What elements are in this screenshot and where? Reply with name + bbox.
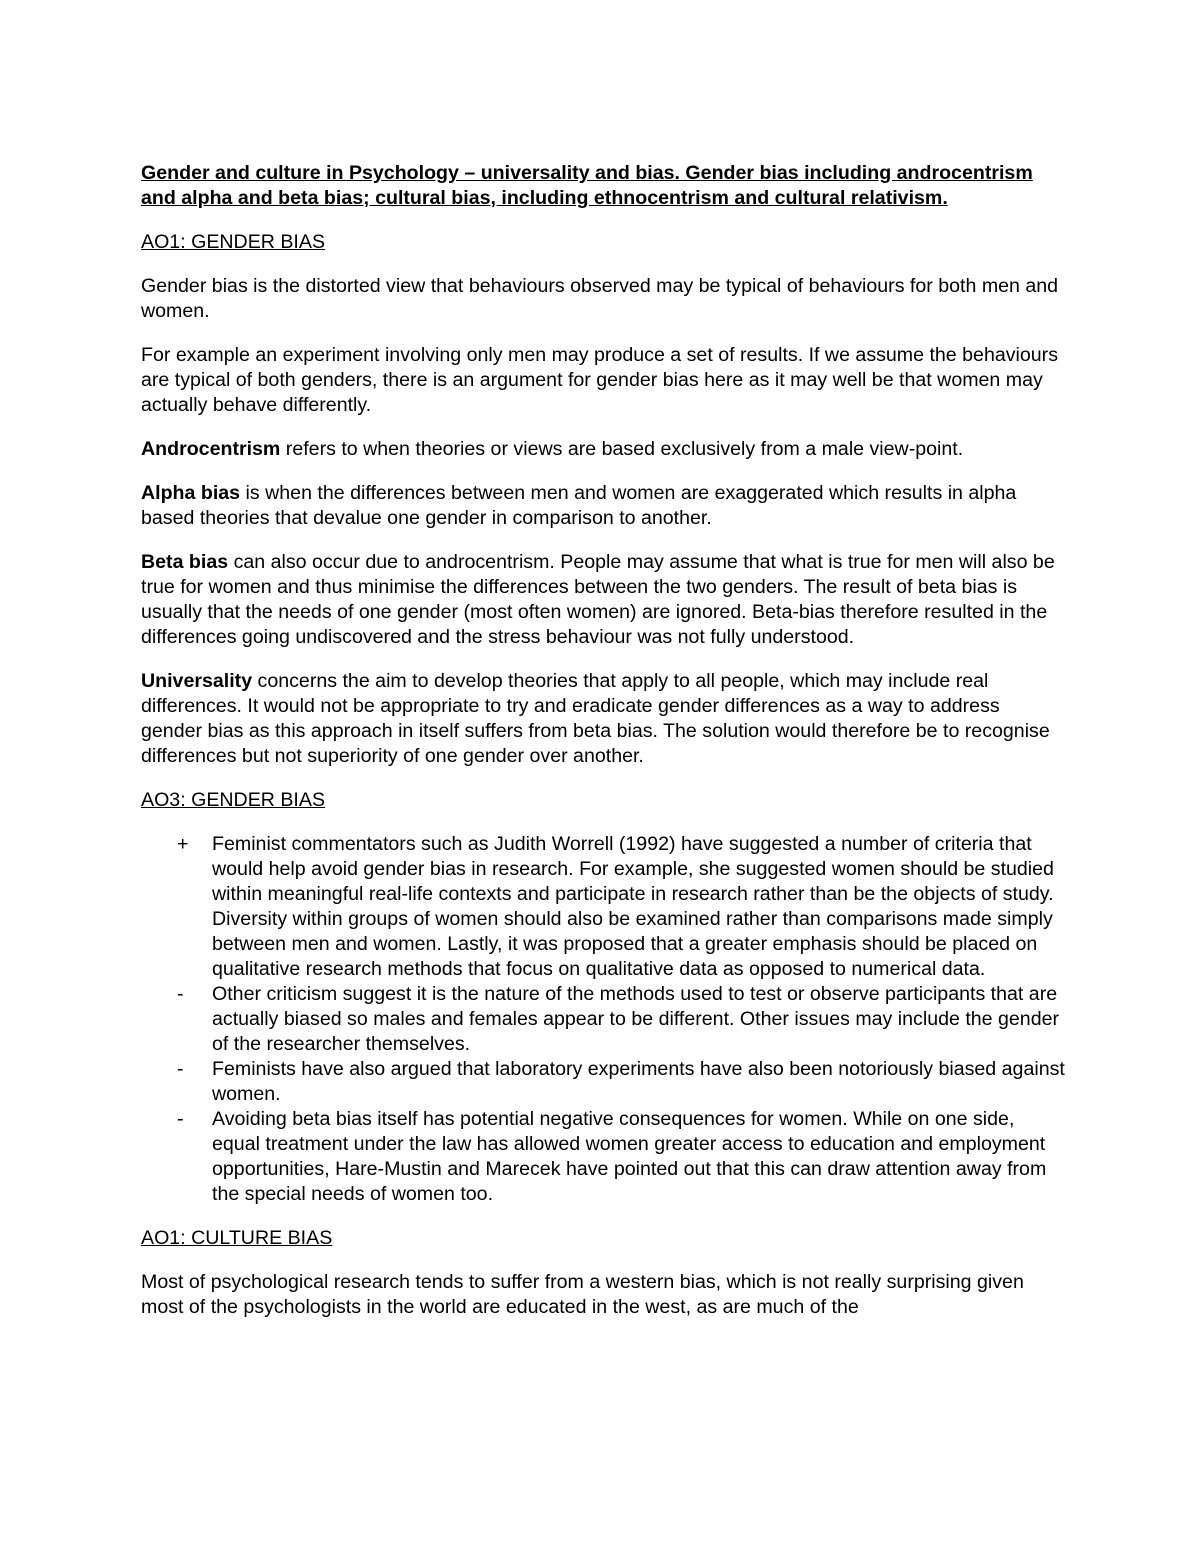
paragraph-gender-bias-example: For example an experiment involving only men may produce a set of results. If we assume the behaviours are typical of both genders, there is an argument for gender bias here as it may well be that women may actually behave differently. [141,344,1059,416]
document-body [141,161,1066,1339]
paragraph-alpha-bias [141,481,1066,531]
bullet-marker: - [177,1058,184,1080]
list-item-text: Feminist commentators such as Judith Worrell (1992) have suggested a number of criteria that would help avoid gender bias in research. For example, she suggested women should be studied within meaningful real-life contexts and participate in research rather than be the objects of study. Diversity within groups of women should also be examined rather than comparisons made simply between men and women. Lastly, it was proposed that a greater emphasis should be placed on qualitative research methods that focus on qualitative data as opposed to numerical data. [212,833,1054,980]
section-heading-ao1-culture-bias: AO1: CULTURE BIAS [141,1227,333,1249]
paragraph-universality [141,669,1066,769]
list-item [141,832,1066,982]
definition-alpha-bias: is when the differences between men and women are exaggerated which results in alpha based theories that devalue one gender in comparison to another. [141,482,1017,529]
list-item-text: Feminists have also argued that laboratory experiments have also been notoriously biased against women. [212,1058,1065,1105]
term-universality: Universality [141,670,253,692]
list-item [141,982,1066,1057]
paragraph-androcentrism [141,437,1066,462]
evaluation-list [141,832,1066,1207]
term-beta-bias: Beta bias [141,551,229,573]
paragraph-culture-bias: Most of psychological research tends to suffer from a western bias, which is not really surprising given most of the psychologists in the world are educated in the west, as are much of the [141,1271,1024,1318]
definition-androcentrism: refers to when theories or views are based exclusively from a male view-point. [280,438,964,460]
term-androcentrism: Androcentrism [141,438,281,460]
term-alpha-bias: Alpha bias [141,482,241,504]
bullet-marker: + [177,833,189,855]
section-heading-ao1-gender-bias: AO1: GENDER BIAS [141,231,326,253]
paragraph-beta-bias [141,550,1066,650]
list-item-text: Other criticism suggest it is the nature of the methods used to test or observe participants that are actually biased so males and females appear to be different. Other issues may include the gender of the researcher themselves. [212,983,1060,1055]
bullet-marker: - [177,1108,184,1130]
bullet-marker: - [177,983,184,1005]
list-item-text: Avoiding beta bias itself has potential negative consequences for women. While on one side, equal treatment under the law has allowed women greater access to education and employment opportunities, Hare-Mustin and Marecek have pointed out that this can draw attention away from the special needs of women too. [212,1108,1047,1205]
list-item [141,1057,1066,1107]
section-heading-ao3-gender-bias: AO3: GENDER BIAS [141,789,326,811]
document-title: Gender and culture in Psychology – universality and bias. Gender bias including androcentrism and alpha and beta bias; cultural bias, including ethnocentrism and cultural relativism. [141,162,1033,209]
definition-universality: concerns the aim to develop theories that apply to all people, which may include real differences. It would not be appropriate to try and eradicate gender differences as a way to address gender bias as this approach in itself suffers from beta bias. The solution would therefore be to recognise differences but not superiority of one gender over another. [141,670,1050,767]
list-item [141,1107,1066,1207]
definition-beta-bias: can also occur due to androcentrism. People may assume that what is true for men will also be true for women and thus minimise the differences between the two genders. The result of beta bias is usually that the needs of one gender (most often women) are ignored. Beta-bias therefore resulted in the differences going undiscovered and the stress behaviour was not fully understood. [141,551,1055,648]
paragraph-gender-bias-definition: Gender bias is the distorted view that behaviours observed may be typical of behaviours for both men and women. [141,275,1059,322]
